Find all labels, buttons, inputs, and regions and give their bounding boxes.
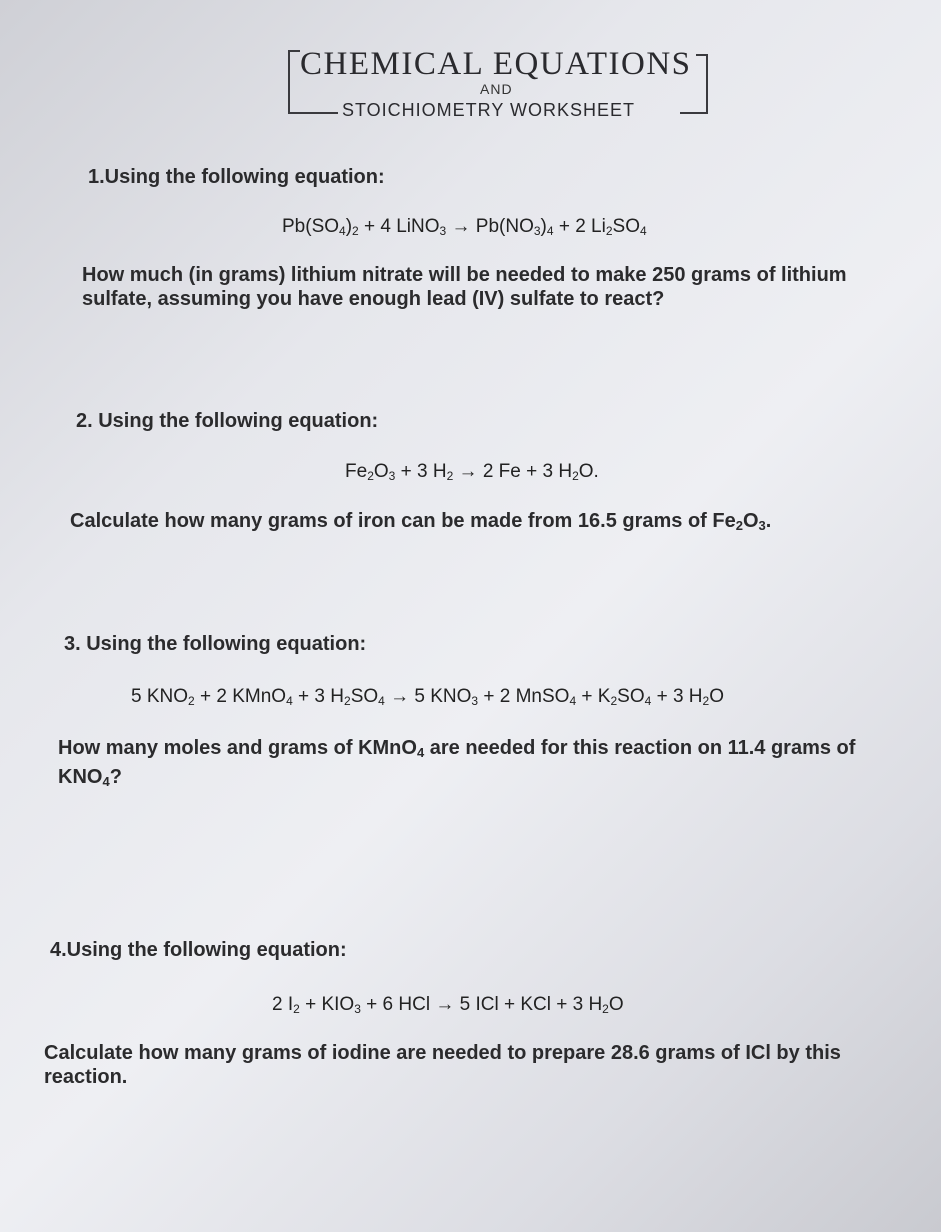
title-bracket-top-left bbox=[288, 50, 300, 114]
question-3-heading: 3. Using the following equation: bbox=[64, 633, 367, 655]
question-4-text: Calculate how many grams of iodine are needed to prepare 28.6 grams of ICl by this reaction. bbox=[44, 1042, 841, 1088]
question-2-text: Calculate how many grams of iron can be made from 16.5 grams of $Fe_2O_3$. bbox=[70, 510, 772, 533]
title-and: AND bbox=[480, 81, 513, 97]
question-1-text: How much (in grams) lithium nitrate will be needed to make 250 grams of lithium sulfate, assuming you have enough lead (IV) sulfate to react? bbox=[82, 264, 847, 310]
question-1-equation: $Pb(SO_4)_2 + 4$ LiNO$_3$ → $Pb(NO_3)_4 + 2$ $Li_2SO_4$ bbox=[282, 216, 647, 238]
question-3-text: How many moles and grams of KMnO$_4$ are needed for this reaction on 11.4 grams of $KNO_4$? bbox=[58, 737, 856, 789]
question-2-heading: 2. Using the following equation: bbox=[76, 410, 379, 432]
title-main: CHEMICAL EQUATIONS bbox=[300, 46, 692, 82]
worksheet-title bbox=[282, 40, 712, 125]
question-1-heading: 1.Using the following equation: bbox=[88, 166, 385, 188]
question-4-equation: 2 $I_2 + KIO_3 + 6$ HCl → 5 ICl + KCl + 3 $H_2O$ bbox=[272, 994, 624, 1016]
title-bracket-bottom-left bbox=[288, 112, 338, 114]
question-4-heading: 4.Using the following equation: bbox=[50, 939, 347, 961]
title-bracket-top-right bbox=[696, 54, 708, 114]
question-3-equation: 5 $KNO_2 + 2$ KMnO$_4$ + 3 $H_2SO_4 \to 5$ $KNO_3 + 2$ MnSO$_4$ + $K_2SO_4 + 3$ $H_2O$ bbox=[131, 686, 724, 708]
question-2-equation: $Fe_2O_3 + 3$ $H_2 \to 2$ Fe + 3 $H_2O$. bbox=[345, 461, 599, 483]
title-bracket-bottom-right bbox=[680, 112, 706, 114]
title-sub: STOICHIOMETRY WORKSHEET bbox=[342, 100, 636, 120]
